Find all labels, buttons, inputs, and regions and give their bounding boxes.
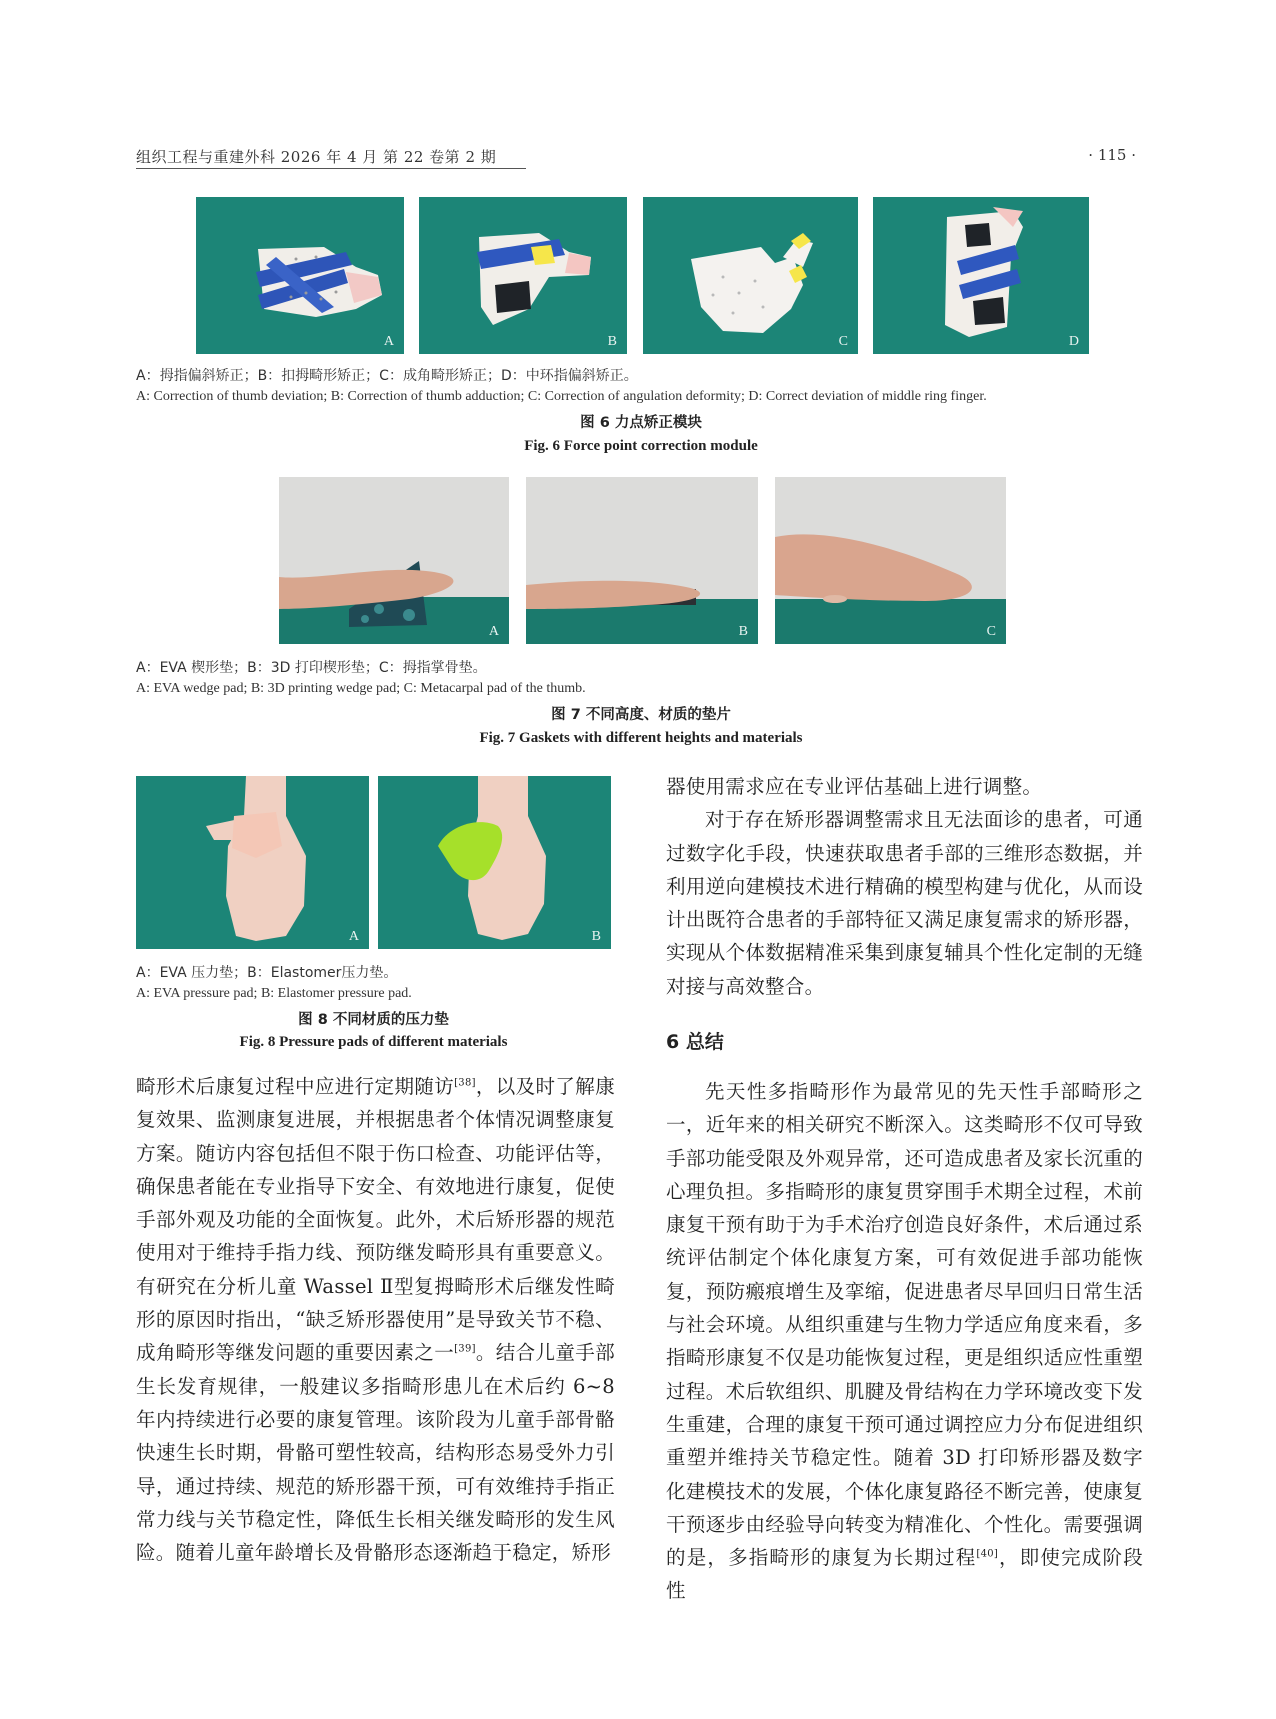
- left-paragraph-1: [136, 1070, 615, 1569]
- fig6-panel-c-photo: [643, 197, 858, 354]
- fig7-title-cn: 图 7 不同高度、材质的垫片: [551, 707, 731, 723]
- page-number: · 115 ·: [1088, 146, 1136, 164]
- running-header: 组织工程与重建外科 2026 年 4 月 第 22 卷第 2 期: [136, 148, 497, 166]
- fig6-panel-b-label: B: [607, 334, 617, 349]
- fig8-caption-en: A: EVA pressure pad; B: Elastomer pressure pad.: [136, 986, 412, 1001]
- citation-39: [39]: [454, 1343, 476, 1355]
- fig6-panel-b-photo: [419, 197, 627, 354]
- header-rule: [136, 168, 526, 169]
- fig6-panel-a-label: A: [383, 334, 394, 349]
- fig6-caption-cn: A：拇指偏斜矫正；B：扣拇畸形矫正；C：成角畸形矫正；D：中环指偏斜矫正。: [136, 368, 638, 384]
- thumb-adduction-orthosis-image: [419, 197, 627, 354]
- fig7-panel-a-photo: [279, 477, 509, 644]
- 3d-printed-wedge-pad-image: [526, 477, 758, 644]
- fig6-panel-d-photo: [873, 197, 1089, 354]
- citation-38: [38]: [454, 1077, 476, 1089]
- fig7-panel-b-label: B: [738, 624, 748, 639]
- fig7-panel-b-photo: [526, 477, 758, 644]
- fig6-panel-a-photo: [196, 197, 404, 354]
- elastomer-pressure-pad-image: [378, 776, 611, 949]
- left-column-text: [136, 1070, 615, 1569]
- text-run: ，即使完成阶段性: [666, 1546, 1143, 1603]
- fig6-caption-en: A: Correction of thumb deviation; B: Correction of thumb adduction; C: Correction of angulation deformity; D: Correct deviation of middle ring finger.: [136, 389, 987, 404]
- fig6-title-en: Fig. 6 Force point correction module: [524, 438, 758, 454]
- text-run: 。结合儿童手部生长发育规律，一般建议多指畸形患儿在术后约 6~8 年内持续进行必要的康复管理。该阶段为儿童手部骨骼快速生长时期，骨骼可塑性较高，结构形态易受外力引导，通过持续、规范的矫形器干预，可有效维持手指正常力线与关节稳定性，降低生长相关继发畸形的发生风险。随着儿童年龄增长及骨骼形态逐渐趋于稳定，矫形: [136, 1341, 615, 1565]
- text-run: ，以及时了解康复效果、监测康复进展，并根据患者个体情况调整康复方案。随访内容包括但不限于伤口检查、功能评估等，确保患者能在专业指导下安全、有效地进行康复，促使手部外观及功能的全面恢复。此外，术后矫形器的规范使用对于维持手指力线、预防继发畸形具有重要意义。有研究在分析儿童 Wassel Ⅱ型复拇畸形术后继发性畸形的原因时指出，“缺乏矫形器使用”是导致关节不稳、成角畸形等继发问题的重要因素之一: [136, 1075, 615, 1365]
- fig8-title-en: Fig. 8 Pressure pads of different materials: [239, 1034, 508, 1050]
- text-run: 畸形术后康复过程中应进行定期随访: [136, 1075, 455, 1098]
- right-paragraph-2: 对于存在矫形器调整需求且无法面诊的患者，可通过数字化手段，快速获取患者手部的三维形态数据，并利用逆向建模技术进行精确的模型构建与优化，从而设计出既符合患者的手部特征又满足康复需求的矫形器，实现从个体数据精准采集到康复辅具个性化定制的无缝对接与高效整合。: [666, 808, 1143, 998]
- fig8-panel-a-photo: [136, 776, 369, 949]
- thumb-metacarpal-pad-image: [775, 477, 1006, 644]
- fig6-panel-d-label: D: [1068, 334, 1079, 349]
- fig8-panel-a-label: A: [348, 929, 359, 944]
- angulation-orthosis-image: [643, 197, 858, 354]
- right-column-text-bottom: [666, 1075, 1143, 1608]
- fig6-panel-c-label: C: [838, 334, 848, 349]
- fig7-panel-c-photo: [775, 477, 1006, 644]
- eva-pressure-pad-image: [136, 776, 369, 949]
- fig8-title-cn: 图 8 不同材质的压力垫: [298, 1012, 449, 1028]
- fig6-title-cn: 图 6 力点矫正模块: [580, 415, 702, 431]
- fig7-title-en: Fig. 7 Gaskets with different heights and materials: [479, 730, 803, 746]
- fig7-panel-a-label: A: [488, 624, 499, 639]
- fig8-caption-cn: A：EVA 压力垫；B：Elastomer压力垫。: [136, 965, 398, 981]
- fig7-panel-c-label: C: [986, 624, 996, 639]
- text-run: 先天性多指畸形作为最常见的先天性手部畸形之一，近年来的相关研究不断深入。这类畸形不仅可导致手部功能受限及外观异常，还可造成患者及家长沉重的心理负担。多指畸形的康复贯穿围手术期全过程，术前康复干预有助于为手术治疗创造良好条件，术后通过系统评估制定个体化康复方案，可有效促进手部功能恢复，预防瘢痕增生及挛缩，促进患者尽早回归日常生活与社会环境。从组织重建与生物力学适应角度来看，多指畸形康复不仅是功能恢复过程，更是组织适应性重塑过程。术后软组织、肌腱及骨结构在力学环境改变下发生重建，合理的康复干预可通过调控应力分布促进组织重塑并维持关节稳定性。随着 3D 打印矫形器及数字化建模技术的发展，个体化康复路径不断完善，使康复干预逐步由经验导向转变为精准化、个性化。需要强调的是，多指畸形的康复为长期过程: [666, 1080, 1143, 1570]
- right-paragraph-1: 器使用需求应在专业评估基础上进行调整。: [666, 775, 1043, 798]
- section-heading-summary: 6 总结: [666, 1031, 724, 1053]
- eva-wedge-pad-image: [279, 477, 509, 644]
- fig7-caption-en: A: EVA wedge pad; B: 3D printing wedge pad; C: Metacarpal pad of the thumb.: [136, 681, 586, 696]
- middle-ring-finger-orthosis-image: [873, 197, 1089, 354]
- fig8-panel-b-photo: [378, 776, 611, 949]
- fig8-panel-b-label: B: [591, 929, 601, 944]
- citation-40: [40]: [976, 1548, 999, 1560]
- right-column-text-top: [666, 770, 1143, 1003]
- thumb-deviation-orthosis-image: [196, 197, 404, 354]
- fig7-caption-cn: A：EVA 楔形垫；B：3D 打印楔形垫；C：拇指掌骨垫。: [136, 660, 487, 676]
- right-paragraph-3: [666, 1075, 1143, 1608]
